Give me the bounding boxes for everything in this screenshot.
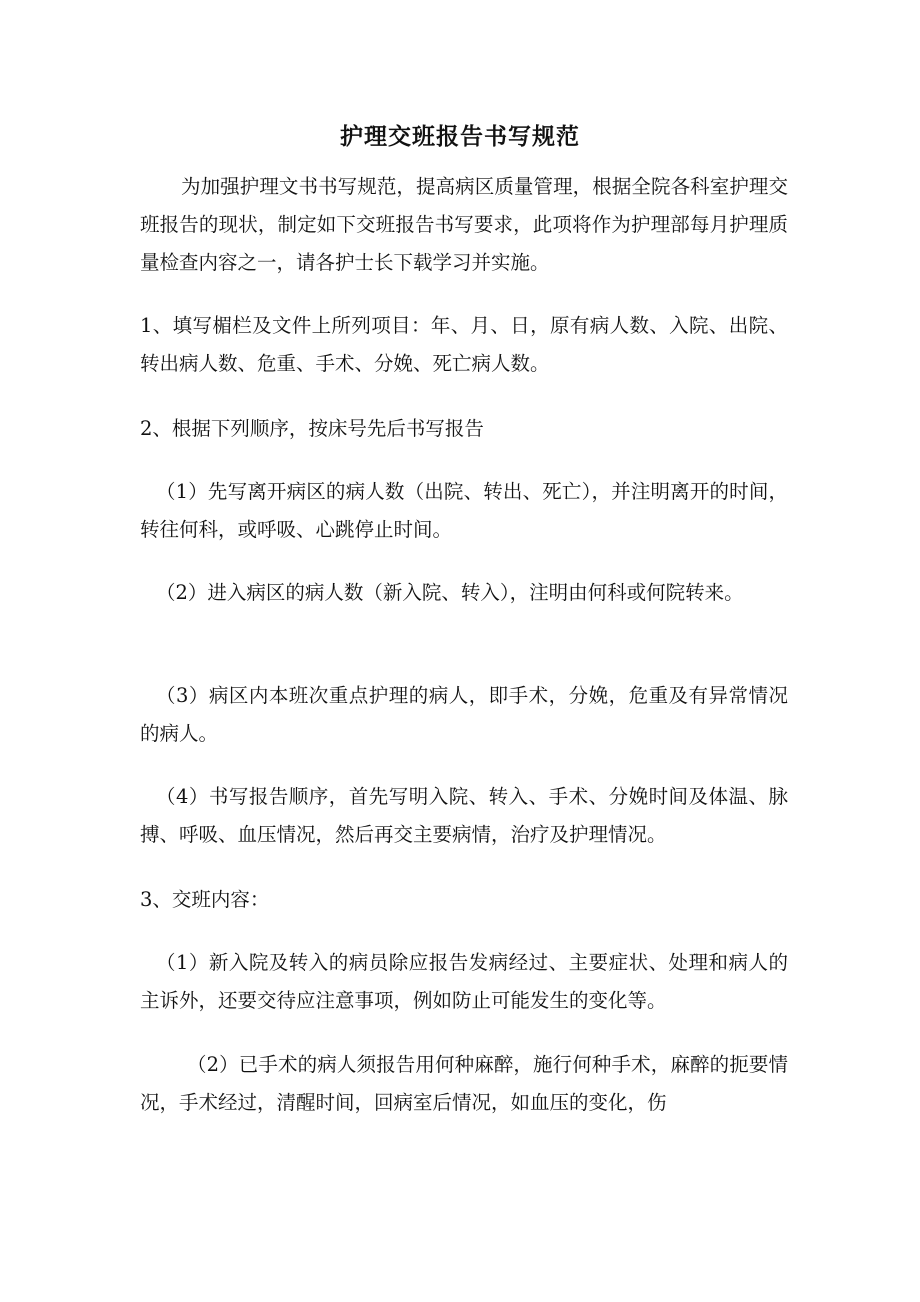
item-2-1-paragraph: （1）先写离开病区的病人数（出院、转出、死亡），并注明离开的时间，转往何科，或呼吸、心跳停止时间。 <box>140 480 788 541</box>
item-2-3-paragraph: （3）病区内本班次重点护理的病人，即手术，分娩，危重及有异常情况的病人。 <box>140 684 788 745</box>
item-2-paragraph: 2、根据下列顺序，按床号先后书写报告 <box>140 417 484 440</box>
intro-paragraph: 为加强护理文书书写规范，提高病区质量管理，根据全院各科室护理交班报告的现状，制定如下交班报告书写要求，此项将作为护理部每月护理质量检查内容之一，请各护士长下载学习并实施。 <box>140 175 788 274</box>
item-3-1-paragraph: （1）新入院及转入的病员除应报告发病经过、主要症状、处理和病人的主诉外，还要交待应注意事项，例如防止可能发生的变化等。 <box>140 951 788 1012</box>
item-3-2-paragraph: （2）已手术的病人须报告用何种麻醉，施行何种手术，麻醉的扼要情况，手术经过，清醒时间，回病室后情况，如血压的变化，伤 <box>140 1053 788 1114</box>
item-3-paragraph: 3、交班内容： <box>140 888 270 911</box>
item-2-4-paragraph: （4）书写报告顺序，首先写明入院、转入、手术、分娩时间及体温、脉搏、呼吸、血压情况，然后再交主要病情，治疗及护理情况。 <box>140 785 788 846</box>
item-1-paragraph: 1、填写楣栏及文件上所列项目：年、月、日，原有病人数、入院、出院、转出病人数、危重、手术、分娩、死亡病人数。 <box>140 314 788 375</box>
item-2-2-paragraph: （2）进入病区的病人数（新入院、转入），注明由何科或何院转来。 <box>156 581 744 604</box>
document-title: 护理交班报告书写规范 <box>340 123 580 150</box>
